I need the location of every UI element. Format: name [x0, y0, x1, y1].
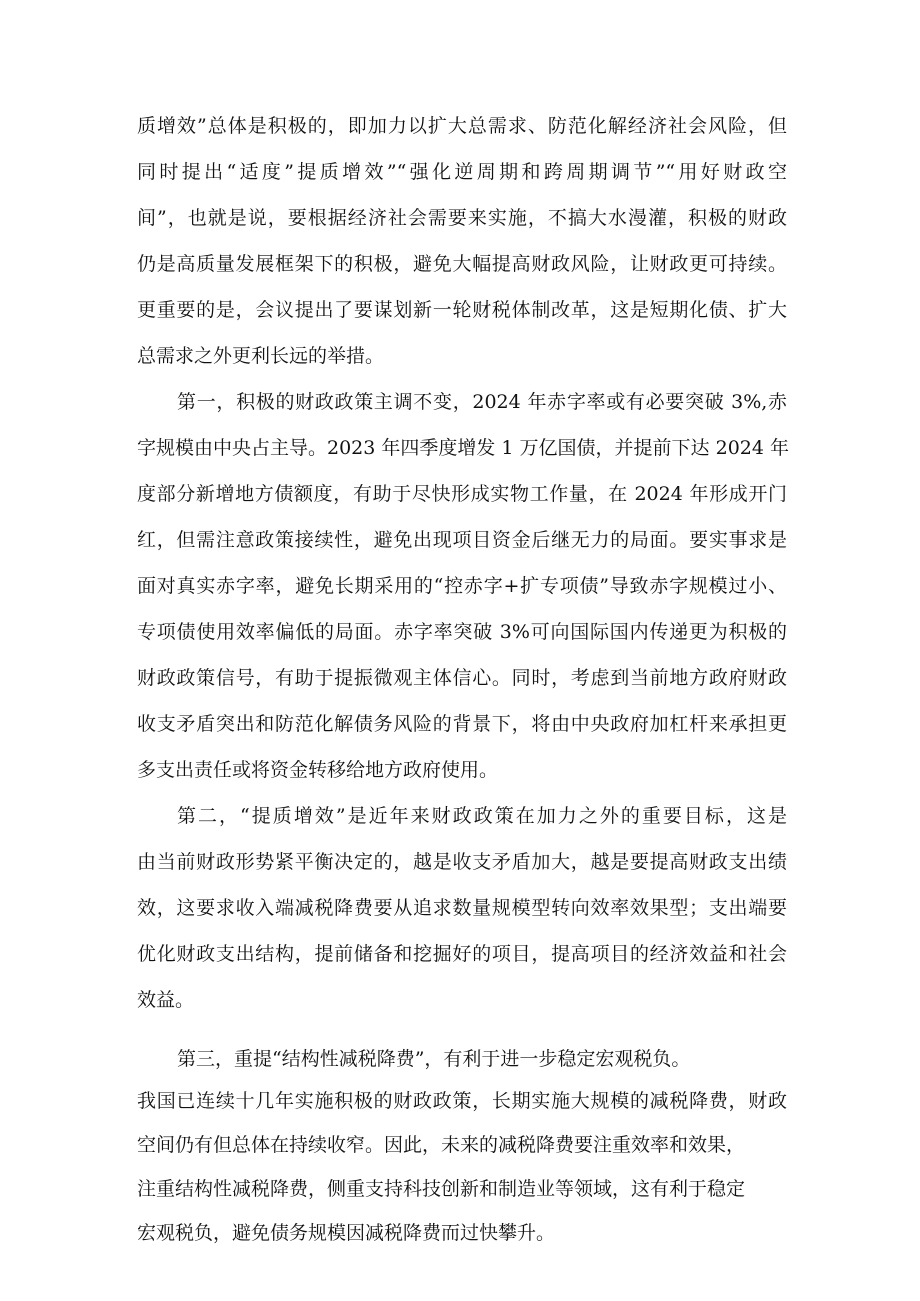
paragraph-first-line: 第一，积极的财政政策主调不变，2024 年赤字率或有必要突破 3%,赤 [177, 391, 787, 413]
text-line: 宏观税负，避免债务规模因减税降费而过快攀升。 [137, 1222, 556, 1244]
text-line: 财政政策信号，有助于提振微观主体信心。同时，考虑到当前地方政府财政 [137, 667, 787, 689]
text-line: 总需求之外更利长远的举措。 [137, 345, 385, 367]
text-line: 效，这要求收入端减税降费要从追求数量规模型转向效率效果型；支出端要 [137, 897, 787, 919]
text-line: 质增效”总体是积极的，即加力以扩大总需求、防范化解经济社会风险，但 [137, 115, 787, 137]
text-line: 度部分新增地方债额度，有助于尽快形成实物工作量，在 2024 年形成开门 [137, 483, 787, 505]
text-line: 我国已连续十几年实施积极的财政政策，长期实施大规模的减税降费，财政 [137, 1090, 787, 1112]
text-line: 仍是高质量发展框架下的积极，避免大幅提高财政风险，让财政更可持续。 [137, 253, 787, 275]
text-line: 专项债使用效率偏低的局面。赤字率突破 3%可向国际国内传递更为积极的 [137, 621, 787, 643]
text-line: 红，但需注意政策接续性，避免出现项目资金后继无力的局面。要实事求是 [137, 529, 787, 551]
text-line: 空间仍有但总体在持续收窄。因此，未来的减税降费要注重效率和效果， [137, 1134, 746, 1156]
text-line: 多支出责任或将资金转移给地方政府使用。 [137, 759, 499, 781]
text-line: 收支矛盾突出和防范化解债务风险的背景下，将由中央政府加杠杆来承担更 [137, 713, 787, 735]
text-line: 优化财政支出结构，提前储备和挖掘好的项目，提高项目的经济效益和社会 [137, 943, 787, 965]
text-line: 效益。 [137, 989, 195, 1011]
text-line: 由当前财政形势紧平衡决定的，越是收支矛盾加大，越是要提高财政支出绩 [137, 851, 787, 873]
text-line: 注重结构性减税降费，侧重支持科技创新和制造业等领域，这有利于稳定 [137, 1178, 746, 1200]
text-line: 同时提出“适度”提质增效”“强化逆周期和跨周期调节”“用好财政空 [137, 161, 787, 183]
paragraph-first-line: 第三，重提“结构性减税降费”，有利于进一步稳定宏观税负。 [177, 1048, 691, 1070]
paragraph-first-line: 第二，“提质增效”是近年来财政政策在加力之外的重要目标，这是 [177, 805, 787, 827]
text-line: 更重要的是，会议提出了要谋划新一轮财税体制改革，这是短期化债、扩大 [137, 299, 787, 321]
text-line: 字规模由中央占主导。2023 年四季度增发 1 万亿国债，并提前下达 2024 年 [137, 437, 789, 459]
text-line: 面对真实赤字率，避免长期采用的“控赤字+扩专项债”导致赤字规模过小、 [137, 575, 787, 597]
text-line: 间”，也就是说，要根据经济社会需要来实施，不搞大水漫灌，积极的财政 [137, 207, 787, 229]
